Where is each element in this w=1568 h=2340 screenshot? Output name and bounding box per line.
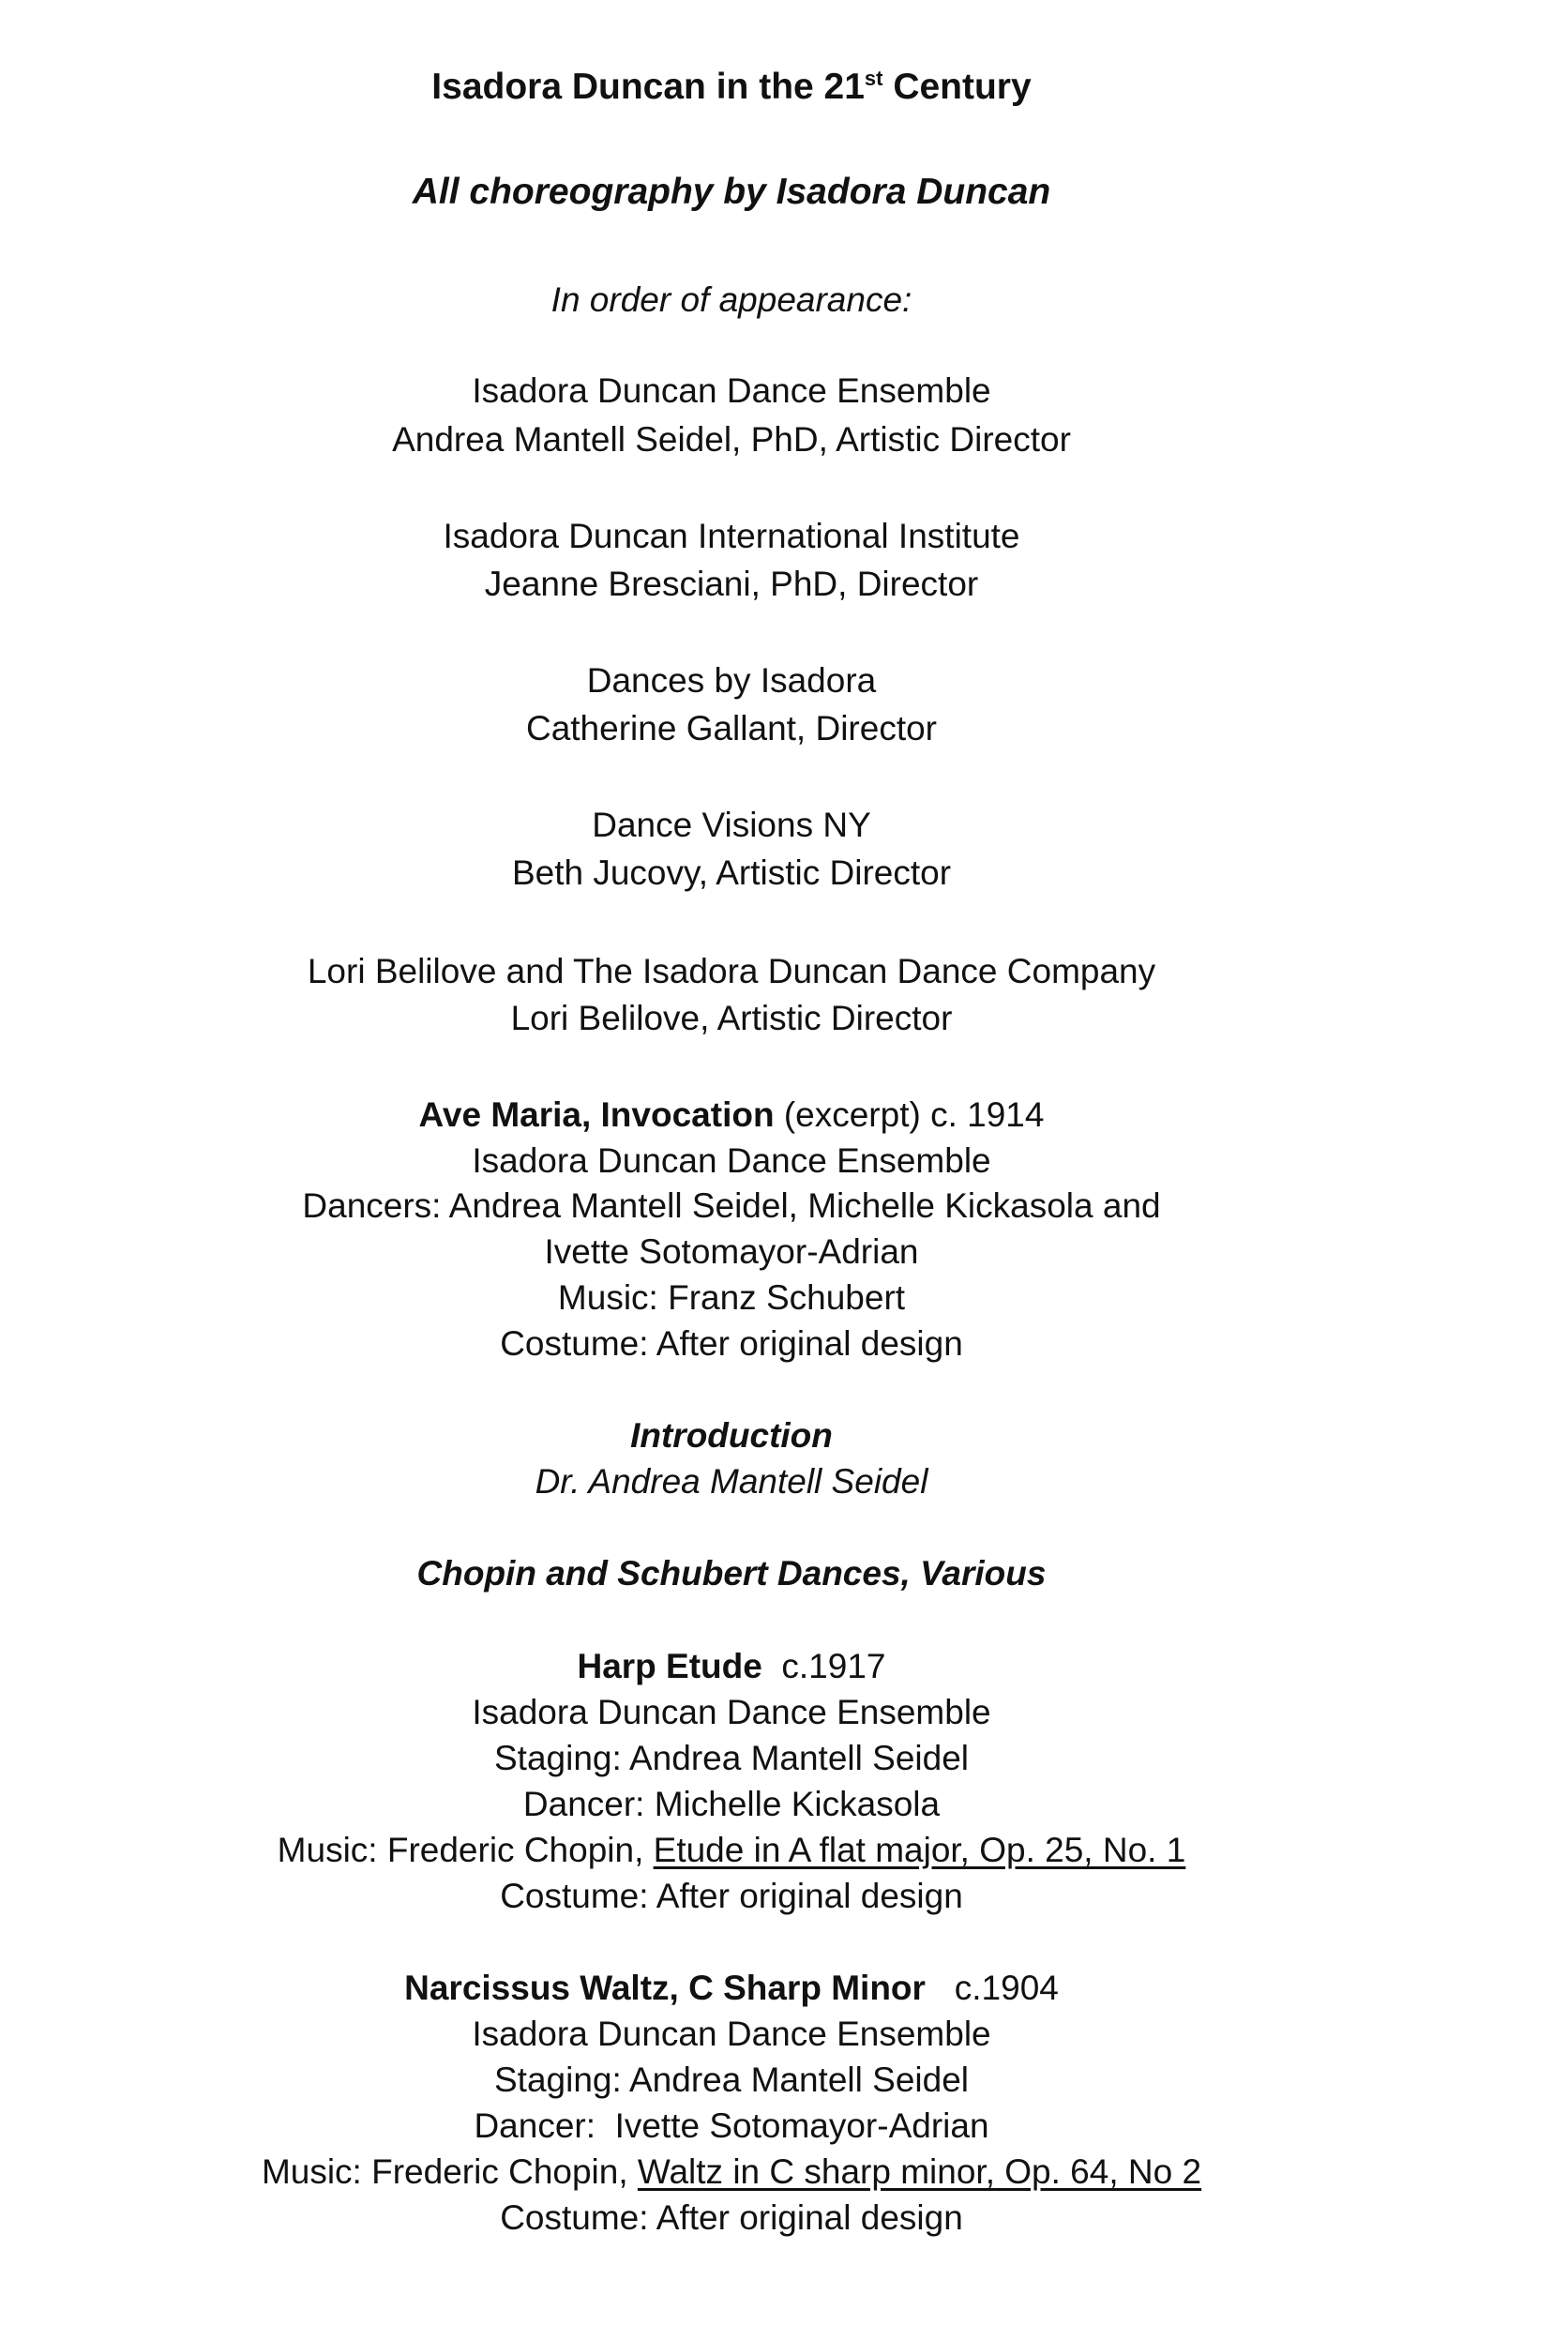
- piece-dancer: Dancer: Michelle Kickasola: [522, 1785, 941, 1823]
- piece-music: [0, 2151, 1463, 2194]
- music-prefix: Music: Frederic Chopin,: [261, 2152, 638, 2191]
- piece-ensemble: Isadora Duncan Dance Ensemble: [472, 1141, 991, 1180]
- piece-staging: Staging: Andrea Mantell Seidel: [493, 1739, 969, 1777]
- company-director: Andrea Mantell Seidel, PhD, Artistic Director: [392, 420, 1071, 459]
- piece-title-line: [0, 1094, 1463, 1137]
- company-director: Catherine Gallant, Director: [525, 709, 938, 747]
- choreography-credit: All choreography by Isadora Duncan: [412, 172, 1051, 212]
- order-note: In order of appearance:: [550, 280, 912, 319]
- piece-dancers: Dancers: Andrea Mantell Seidel, Michelle Kickasola and: [302, 1186, 1161, 1225]
- piece-ensemble: Isadora Duncan Dance Ensemble: [472, 2015, 991, 2053]
- introduction-speaker: Dr. Andrea Mantell Seidel: [535, 1462, 928, 1501]
- company-name: Isadora Duncan Dance Ensemble: [472, 371, 991, 410]
- dancer-text: Dancer: Ivette Sotomayor-Adrian: [474, 2106, 989, 2145]
- piece-music: Music: Franz Schubert: [557, 1278, 906, 1317]
- piece-dancers: Ivette Sotomayor-Adrian: [544, 1232, 919, 1271]
- company-name: Lori Belilove and The Isadora Duncan Dance Company: [307, 952, 1156, 990]
- section-heading: Chopin and Schubert Dances, Various: [416, 1554, 1047, 1593]
- piece-music: [0, 1829, 1463, 1872]
- company-name: Dances by Isadora: [586, 661, 877, 700]
- company-director: Lori Belilove, Artistic Director: [510, 999, 953, 1037]
- piece-title-line: [0, 1645, 1463, 1688]
- piece-title: Ave Maria, Invocation: [418, 1095, 775, 1134]
- piece-date: c.1917: [761, 1647, 886, 1685]
- piece-title-line: [0, 1967, 1463, 2010]
- title-end: Century: [882, 67, 1032, 107]
- introduction-heading: Introduction: [630, 1416, 833, 1455]
- music-piece-title: Etude in A flat major, Op. 25, No. 1: [653, 1831, 1186, 1869]
- piece-date: c.1904: [925, 1969, 1059, 2007]
- company-name: Isadora Duncan International Institute: [443, 517, 1020, 555]
- piece-costume: Costume: After original design: [500, 1324, 963, 1363]
- music-prefix: Music: Frederic Chopin,: [277, 1831, 654, 1869]
- piece-title: Harp Etude: [577, 1647, 762, 1685]
- piece-staging: Staging: Andrea Mantell Seidel: [493, 2061, 969, 2099]
- piece-ensemble: Isadora Duncan Dance Ensemble: [472, 1693, 991, 1731]
- company-director: Jeanne Bresciani, PhD, Director: [484, 565, 979, 603]
- page-title: [0, 66, 1463, 109]
- title-text: Isadora Duncan in the 21: [431, 67, 865, 107]
- company-director: Beth Jucovy, Artistic Director: [511, 853, 952, 892]
- piece-date: (excerpt) c. 1914: [774, 1095, 1045, 1134]
- title-superscript: st: [864, 67, 883, 90]
- piece-costume: Costume: After original design: [500, 1877, 963, 1915]
- piece-dancer: [0, 2105, 1463, 2148]
- company-name: Dance Visions NY: [592, 806, 871, 844]
- piece-title: Narcissus Waltz, C Sharp Minor: [404, 1969, 926, 2007]
- piece-costume: Costume: After original design: [500, 2198, 963, 2237]
- music-piece-title: Waltz in C sharp minor, Op. 64, No 2: [637, 2152, 1202, 2191]
